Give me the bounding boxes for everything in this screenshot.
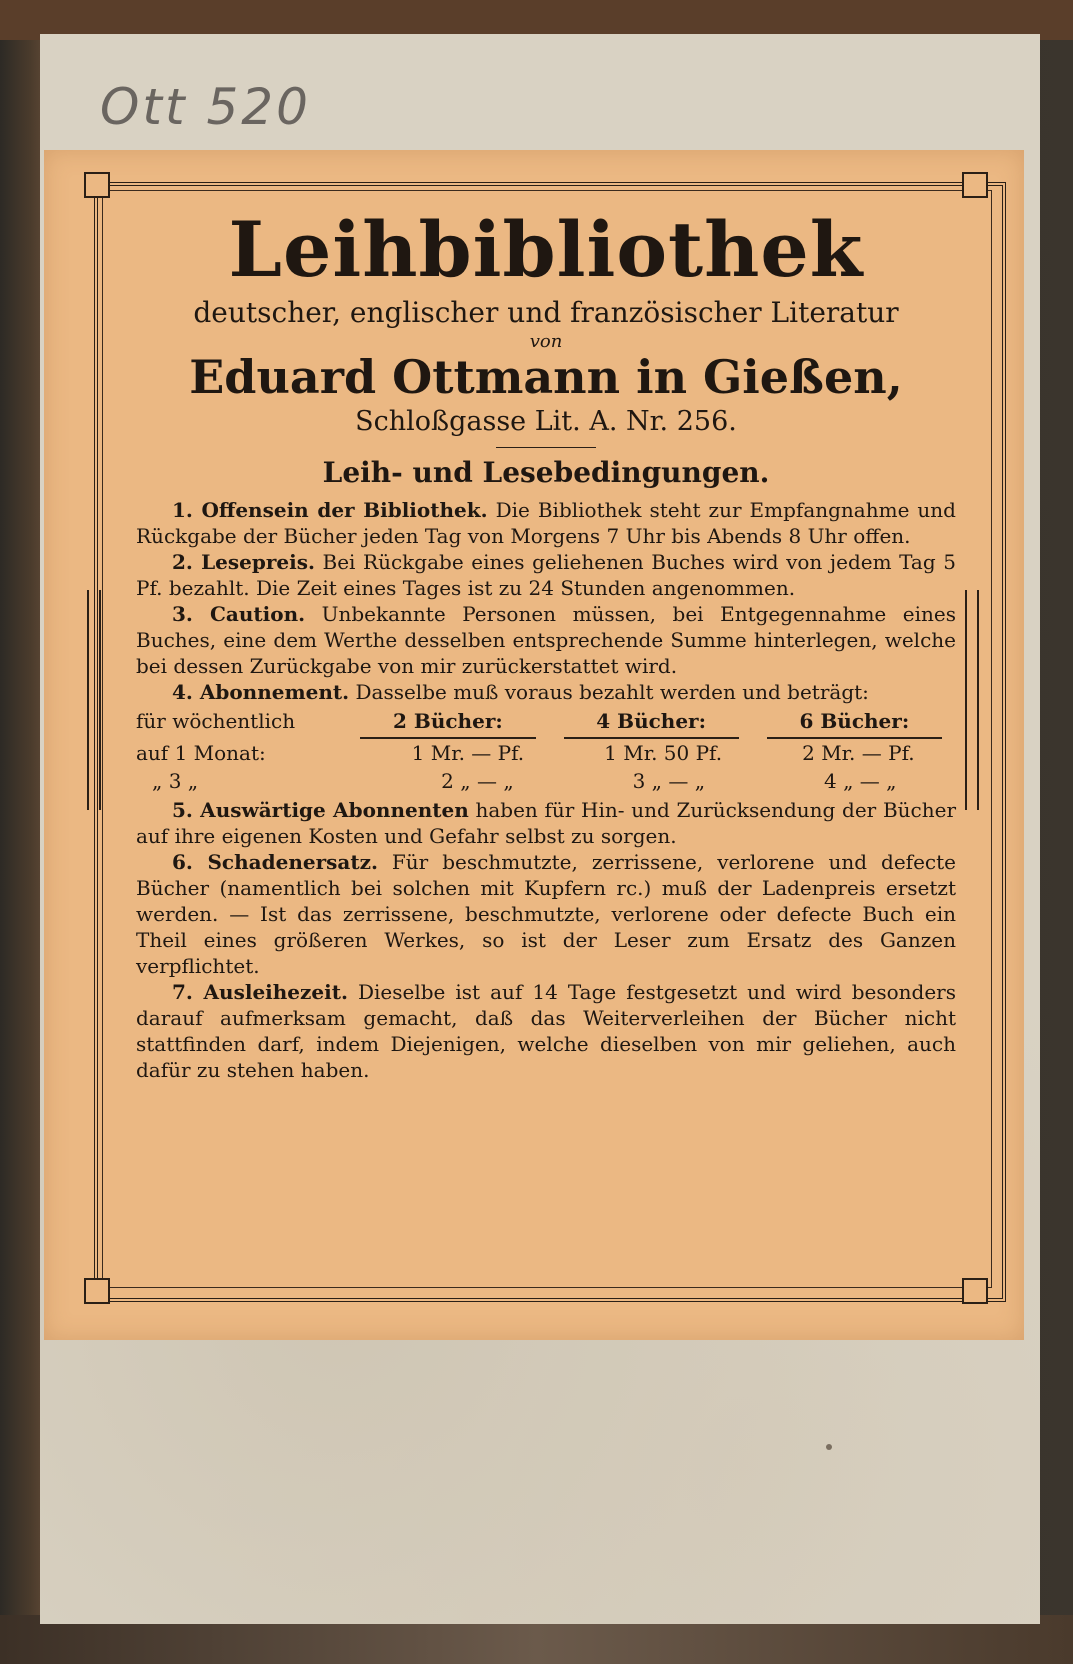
rule-text: Für beschmutzte, zerrissene, verlorene und defecte Bücher (namentlich bei solchen mit Kupfern rc.) muß der Ladenpreis ersetzt werden. — Ist das zerrissene, beschmutzte, verlorene oder defecte Buch ein Theil eines größeren Werkes, so ist der Leser zum Ersatz des Ganzen verpflichtet.: [136, 849, 956, 978]
subscription-col-header: 6 Bücher:: [767, 707, 942, 739]
subscription-table: [136, 707, 956, 795]
subscription-price: 1 Mr. 50 Pf.: [604, 740, 723, 765]
rule-title: 3. Caution.: [172, 601, 306, 626]
subscription-row: [136, 767, 956, 795]
rule-text: Bei Rückgabe eines geliehenen Buches wird von jedem Tag 5 Pf. bezahlt. Die Zeit eines Tages ist zu 24 Stunden angenommen.: [136, 549, 956, 600]
label-title: Leihbibliothek: [228, 205, 864, 294]
label-subtitle: deutscher, englischer und französischer Literatur: [193, 295, 899, 329]
subscription-col-header: 4 Bücher:: [564, 707, 739, 739]
label-address: Schloßgasse Lit. A. Nr. 256.: [355, 405, 737, 437]
label-content: [136, 200, 956, 1083]
paper-spot: [826, 1444, 832, 1450]
rule-title: 1. Offensein der Bibliothek.: [172, 497, 488, 522]
rule-item: [136, 497, 956, 549]
rule-item: [136, 679, 956, 705]
subscription-period: auf 1 Monat:: [136, 740, 266, 765]
label-owner: Eduard Ottmann in Gießen,: [189, 349, 903, 404]
frame-corner-ornament: [84, 172, 110, 198]
rule-item: [136, 797, 956, 849]
subscription-price: 3 „ — „: [632, 768, 706, 793]
subscription-period: „ 3 „: [152, 768, 199, 793]
rule-item: [136, 849, 956, 979]
rule-text: Dasselbe muß voraus bezahlt werden und beträgt:: [349, 679, 869, 704]
rule-title: 5. Auswärtige Abonnenten: [172, 797, 469, 822]
frame-corner-ornament: [84, 1278, 110, 1304]
frame-side-ornament: [965, 590, 979, 710]
handwritten-shelfmark: Ott 520: [100, 78, 311, 136]
rule-title: 4. Abonnement.: [172, 679, 350, 704]
subscription-price: 2 Mr. — Pf.: [802, 740, 915, 765]
library-label: [44, 150, 1024, 1340]
rule-text: haben für Hin- und Zurücksendung der Bücher auf ihre eigenen Kosten und Gefahr selbst zu sorgen.: [136, 797, 957, 848]
subscription-col-header: 2 Bücher:: [360, 707, 535, 739]
rule-title: 2. Lesepreis.: [172, 549, 315, 574]
frame-side-ornament: [965, 710, 979, 810]
label-von: von: [529, 330, 563, 352]
rule-text: Unbekannte Personen müssen, bei Entgegennahme eines Buches, eine dem Werthe desselben entsprechende Summe hinterlegen, welche bei dessen Zurückgabe von mir zurückerstattet wird.: [136, 601, 956, 678]
subscription-price: 2 „ — „: [441, 768, 514, 793]
divider: [496, 447, 596, 448]
rule-text: Dieselbe ist auf 14 Tage festgesetzt und wird besonders darauf aufmerksam gemacht, daß das Weiterverleihen der Bücher nicht stattfinden darf, indem Diejenigen, welche dieselben von mir geliehen, auch dafür zu stehen haben.: [136, 979, 956, 1082]
conditions-heading: Leih- und Lesebedingungen.: [322, 455, 770, 489]
frame-side-ornament: [87, 710, 101, 810]
frame-corner-ornament: [962, 1278, 988, 1304]
subscription-label: für wöchentlich: [136, 708, 296, 733]
subscription-row: [136, 739, 956, 767]
subscription-price: 1 Mr. — Pf.: [411, 740, 525, 765]
rule-title: 6. Schadenersatz.: [172, 849, 378, 874]
subscription-price: 4 „ — „: [824, 768, 897, 793]
rule-item: [136, 549, 956, 601]
frame-side-ornament: [87, 590, 101, 710]
frame-corner-ornament: [962, 172, 988, 198]
rule-text: Die Bibliothek steht zur Empfangnahme und Rückgabe der Bücher jeden Tag von Morgens 7 Uhr bis Abends 8 Uhr offen.: [136, 497, 956, 548]
rule-item: [136, 979, 956, 1083]
rule-item: [136, 601, 956, 679]
subscription-header-row: [136, 707, 956, 739]
rule-title: 7. Ausleihezeit.: [172, 979, 348, 1004]
